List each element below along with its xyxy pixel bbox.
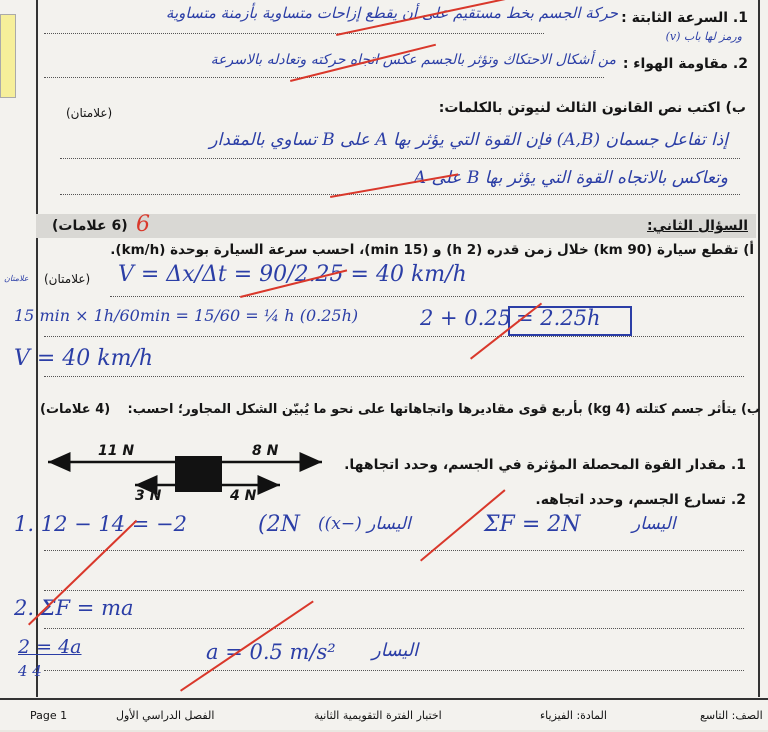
ans2-acceleration: a = 0.5 m/s² [206,640,336,664]
work-line2-right: 2 + 0.25 [420,306,512,330]
answer-line [44,33,544,34]
ans1-direction-2: اليسار [632,514,676,534]
side-scribble: علامتان [4,274,29,283]
ans1-direction: اليسار (−x)) [318,514,411,534]
q1b-marks: (علامتان) [66,106,113,120]
q2-title: السؤال الثاني: [647,218,748,234]
ans1-magnitude: (2N [258,512,300,537]
answer-line [110,296,744,297]
answer-line [60,194,740,195]
answer-line [44,336,744,337]
force-label-8n: 8 N [252,443,279,459]
force-diagram [40,440,330,510]
q2-score: 6 [136,212,150,237]
force-label-4n: 4 N [230,488,257,504]
ans1-calc: 1. 12 − 14 = −2 [14,512,188,536]
q1b-prompt: ب) اكتب نص القانون الثالث لنيوتن بالكلمات: [438,100,746,116]
sticky-note-edge [0,14,16,98]
answer-line [60,158,740,159]
answer-line [44,628,744,629]
mass-block [175,456,222,492]
force-label-3n: 3 N [135,488,162,504]
item1-answer: حركة الجسم بخط مستقيم على أن يقطع إزاحات متساوية بأزمنة متساوية [165,4,618,22]
footer-page: Page 1 [30,709,68,722]
newton3-answer-line2: وتعاكس بالاتجاه القوة التي يؤثر بها B على A [413,168,728,188]
force-label-11n: 11 N [98,443,135,459]
ans1-net-force: ΣF = 2N [484,512,581,537]
item1-note: ورمز لها باب (v) [665,30,742,43]
q2b-marks: (4 علامات) [40,402,111,417]
work-line1: V = Δx/Δt = 90/2.25 = 40 km/h [118,262,467,287]
footer-subject: المادة: الفيزياء [540,709,607,722]
item2-label: 2. مقاومة الهواء : [622,56,748,72]
footer-grade: الصف: التاسع [700,709,763,722]
ans2-formula: 2. ΣF = ma [14,596,134,620]
q2b-sub1: 1. مقدار القوة المحصلة المؤثرة في الجسم، وحدد اتجاهها. [344,457,746,473]
answer-line [44,376,744,377]
q2a-prompt: أ) تقطع سيارة (90 km) خلال زمن قدره (2 h) و (15 min)، احسب سرعة السيارة بوحدة (km/h). [110,242,754,258]
ans2-equation: 2 = 4a [18,636,82,658]
page-footer [0,698,768,732]
work-line3: V = 40 km/h [14,346,154,371]
work-line2-left: 15 min × 1h/60min = 15/60 = ¼ h (0.25h) [14,306,359,325]
ans2-direction: اليسار [372,640,419,661]
answer-line [44,550,744,551]
q2b-prompt: ب) يتأثر جسم كتلته (4 kg) بأربع قوى مقاديرها واتجاهاتها على نحو ما يُبيّن الشكل المجاور؛ احسب: [127,402,760,417]
ans2-divisor: 4 4 [18,662,42,680]
work-line2-boxed: = 2.25h [516,306,601,330]
q2b-sub2: 2. تسارع الجسم، وحدد اتجاهه. [535,492,746,508]
answer-line [44,670,744,671]
item2-answer: من أشكال الاحتكاك وتؤثر بالجسم عكس اتجاه حركته وتعادله بالاسرعة [210,52,616,68]
q2-marks: (6 علامات) [52,218,128,234]
answer-line [44,77,604,78]
newton3-answer-line1: إذا تفاعل جسمان (A,B) فإن القوة التي يؤثر بها A على B تساوي بالمقدار [209,130,728,150]
footer-term: الفصل الدراسي الأول [116,709,215,722]
q2a-marks: (علامتان) [44,272,91,286]
item1-label: 1. السرعة الثابتة : [621,10,748,26]
answer-line [44,590,744,591]
footer-exam: اختبار الفترة التقويمية الثانية [314,709,442,722]
